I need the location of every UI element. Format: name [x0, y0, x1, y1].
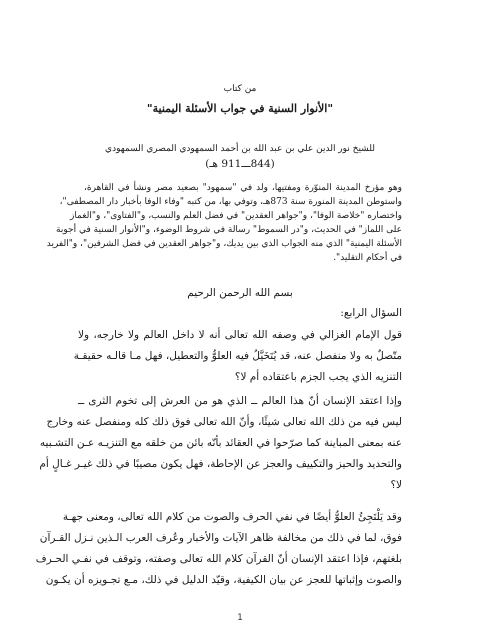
body-line: عنه بمعنى المباينة كما صرّحوا في العقائد بأنّه بائن من خلقه مع التنزيـه عـن التشـبيه	[39, 437, 402, 449]
body-line: والتحديد والحيز والتكييف والعجز عن الإحاطة، فهل يكون مصيبًا في ذلك غيـر غـالٍ أم	[39, 458, 402, 470]
body-line: لا؟	[390, 479, 402, 491]
intro-line: واستوطن المدينة المنورة سنة 873هـ، وتوفي بها، من كتبه "وفاء الوفا بأخبار دار المصطفى"،	[59, 197, 402, 207]
question-heading: السؤال الرابع:	[340, 307, 402, 319]
body-line: والصوت وإثباتها للعجز عن بيان الكيفية، وقيّد الدليل في ذلك، مـع تجـويزه أن يكـون	[45, 574, 402, 586]
intro-line: وهو مؤرخ المدينة المنوّرة ومفتيها، ولد في "سمهود" بصعيد مصر ونشأ في القاهرة،	[84, 183, 402, 193]
book-title: "الأنوار السنية في جواب الأسئلة اليمنية"	[146, 102, 334, 115]
body-line: متّصلٌ به ولا منفصل عنه، قد يُتَخَيَّلُ فيه العلوُّ والتعطيل، فهل مـا قالـه حقيقـة	[73, 350, 402, 362]
intro-line: في أحكام التقليد".	[333, 253, 402, 263]
body-line: فوق، لما في ذلك من مخالفة ظاهر الآيات والأخبار وعُرف العرب الـذين نـزل القـرآن	[39, 532, 402, 544]
from-book-label: من كتاب	[223, 84, 257, 94]
intro-line: واختصاره "خلاصة الوفا"، و"جواهر العقدين" في فضل العلم والنسب، و"الفتاوى"، و"الغماز	[69, 211, 402, 221]
author-line: للشيخ نور الدين علي بن عبد الله بن أحمد السمهودي المصري السمهودي	[105, 144, 375, 154]
body-line: وإذا اعتقد الإنسان أنّ هذا العالم ــ الذي هو من العرش إلى تخوم الثرى ــ	[78, 395, 402, 407]
intro-line: الأسئلة اليمنية" الذي منه الجواب الذي بين يديك، و"جواهر العقدين في فضل الشرفين"، و"الفريد	[46, 239, 402, 249]
body-line: وقد يَلْتَجِئُ العلوُّ أيضًا في نفي الحرف والصوت من كلام الله تعالى، ومعنى جهـة	[62, 511, 402, 523]
intro-line: على اللماز" في الحديث، و"در السموط" رسالة في شروط الوضوء، و"الأنوار السنية في أجوبة	[56, 225, 402, 235]
body-line: قول الإمام الغزالي في وصفه الله تعالى أنه لا داخل العالم ولا خارجه، ولا	[78, 329, 402, 341]
page-number: 1	[237, 613, 243, 623]
author-dates: (844ـــ911 هـ)	[205, 158, 275, 170]
body-line: ليس فيه من ذلك الله تعالى شيئًا، وأنّ الله تعالى فوق ذلك كله ومنفصل عنه وخارج	[46, 416, 402, 428]
body-line: التنزيه الذي يجب الجزم باعتقاده أم لا؟	[234, 371, 402, 383]
basmala: بسم الله الرحمن الرحيم	[187, 287, 293, 299]
body-line: بلغتهم، فإذا اعتقد الإنسان أنّ القرآن كلام الله تعالى وصفته، وتوقف في نفـي الحـرف	[35, 553, 402, 565]
